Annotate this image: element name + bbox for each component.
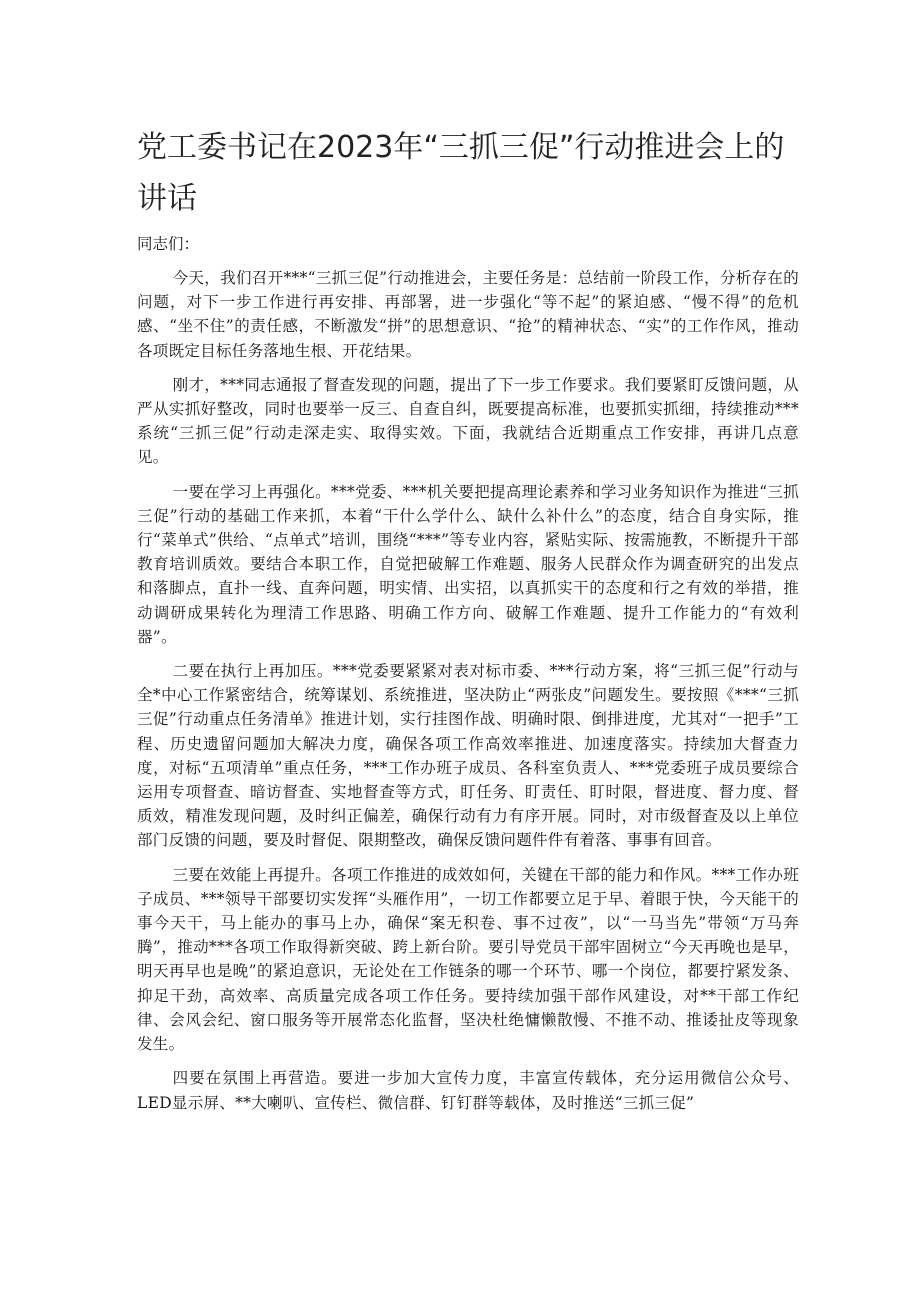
paragraph: 三要在效能上再提升。各项工作推进的成效如何，关键在干部的能力和作风。***工作办班子成员、***领导干部要切实发挥“头雁作用”，一切工作都要立足于早、着眼于快，今天能干的事今天干，马上能办的事马上办，确保“案无积卷、事不过夜”，以“一马当先”带领“万马奔腾”，推动***各项工作取得新突破、跨上新台阶。要引导党员干部牢固树立“今天再晚也是早，明天再早也是晚”的紧迫意识，无论处在工作链条的哪一个环节、哪一个岗位，都要拧紧发条、抑足干劲，高效率、高质量完成各项工作任务。要持续加强干部作风建设，对**干部工作纪律、会风会纪、窗口服务等开展常态化监督，坚决杜绝慵懒散慢、不推不动、推诿扯皮等现象发生。 (137, 865, 799, 1054)
salutation: 同志们： (137, 235, 200, 253)
paragraph: 一要在学习上再强化。***党委、***机关要把提高理论素养和学习业务知识作为推进“三抓三促”行动的基础工作来抓，本着“干什么学什么、缺什么补什么”的态度，结合自身实际，推行“菜单式”供给、“点单式”培训，围绕“***”等专业内容，紧贴实际、按需施教，不断提升干部教育培训质效。要结合本职工作，自觉把破解工作难题、服务人民群众作为调查研究的出发点和落脚点，直扑一线、直奔问题，明实情、出实招，以真抓实干的态度和行之有效的举措，推动调研成果转化为理清工作思路、明确工作方向、破解工作难题、提升工作能力的“有效利器”。 (137, 482, 799, 646)
document-body (137, 266, 799, 1125)
paragraph: 今天，我们召开***“三抓三促”行动推进会，主要任务是：总结前一阶段工作，分析存在的问题，对下一步工作进行再安排、再部署，进一步强化“等不起”的紧迫感、“慢不得”的危机感、“坐不住”的责任感，不断激发“拼”的思想意识、“抢”的精神状态、“实”的工作作风，推动各项既定目标任务落地生根、开花结果。 (137, 269, 799, 360)
paragraph: 四要在氛围上再营造。要进一步加大宣传力度，丰富宣传载体，充分运用微信公众号、LED显示屏、**大喇叭、宣传栏、微信群、钉钉群等载体，及时推送“三抓三促” (137, 1069, 799, 1112)
paragraph: 二要在执行上再加压。***党委要紧紧对表对标市委、***行动方案，将“三抓三促”行动与全*中心工作紧密结合，统筹谋划、系统推进，坚决防止“两张皮”问题发生。要按照《***“三抓三促”行动重点任务清单》推进计划，实行挂图作战、明确时限、倒排进度，尤其对“一把手”工程、历史遗留问题加大解决力度，确保各项工作高效率推进、加速度落实。持续加大督查力度，对标“五项清单”重点任务，***工作办班子成员、各科室负责人、***党委班子成员要综合运用专项督查、暗访督查、实地督查等方式，盯任务、盯责任、盯时限，督进度、督力度、督质效，精准发现问题，及时纠正偏差，确保行动有力有序开展。同时，对市级督查及以上单位部门反馈的问题，要及时督促、限期整改，确保反馈问题件件有着落、事事有回音。 (137, 662, 799, 850)
paragraph: 刚才，***同志通报了督查发现的问题，提出了下一步工作要求。我们要紧盯反馈问题，从严从实抓好整改，同时也要举一反三、自查自纠，既要提高标准，也要抓实抓细，持续推动***系统“三抓三促”行动走深走实、取得实效。下面，我就结合近期重点工作安排，再讲几点意见。 (137, 375, 799, 467)
document-title: 党工委书记在2023年“三抓三促”行动推进会上的讲话 (137, 130, 785, 216)
